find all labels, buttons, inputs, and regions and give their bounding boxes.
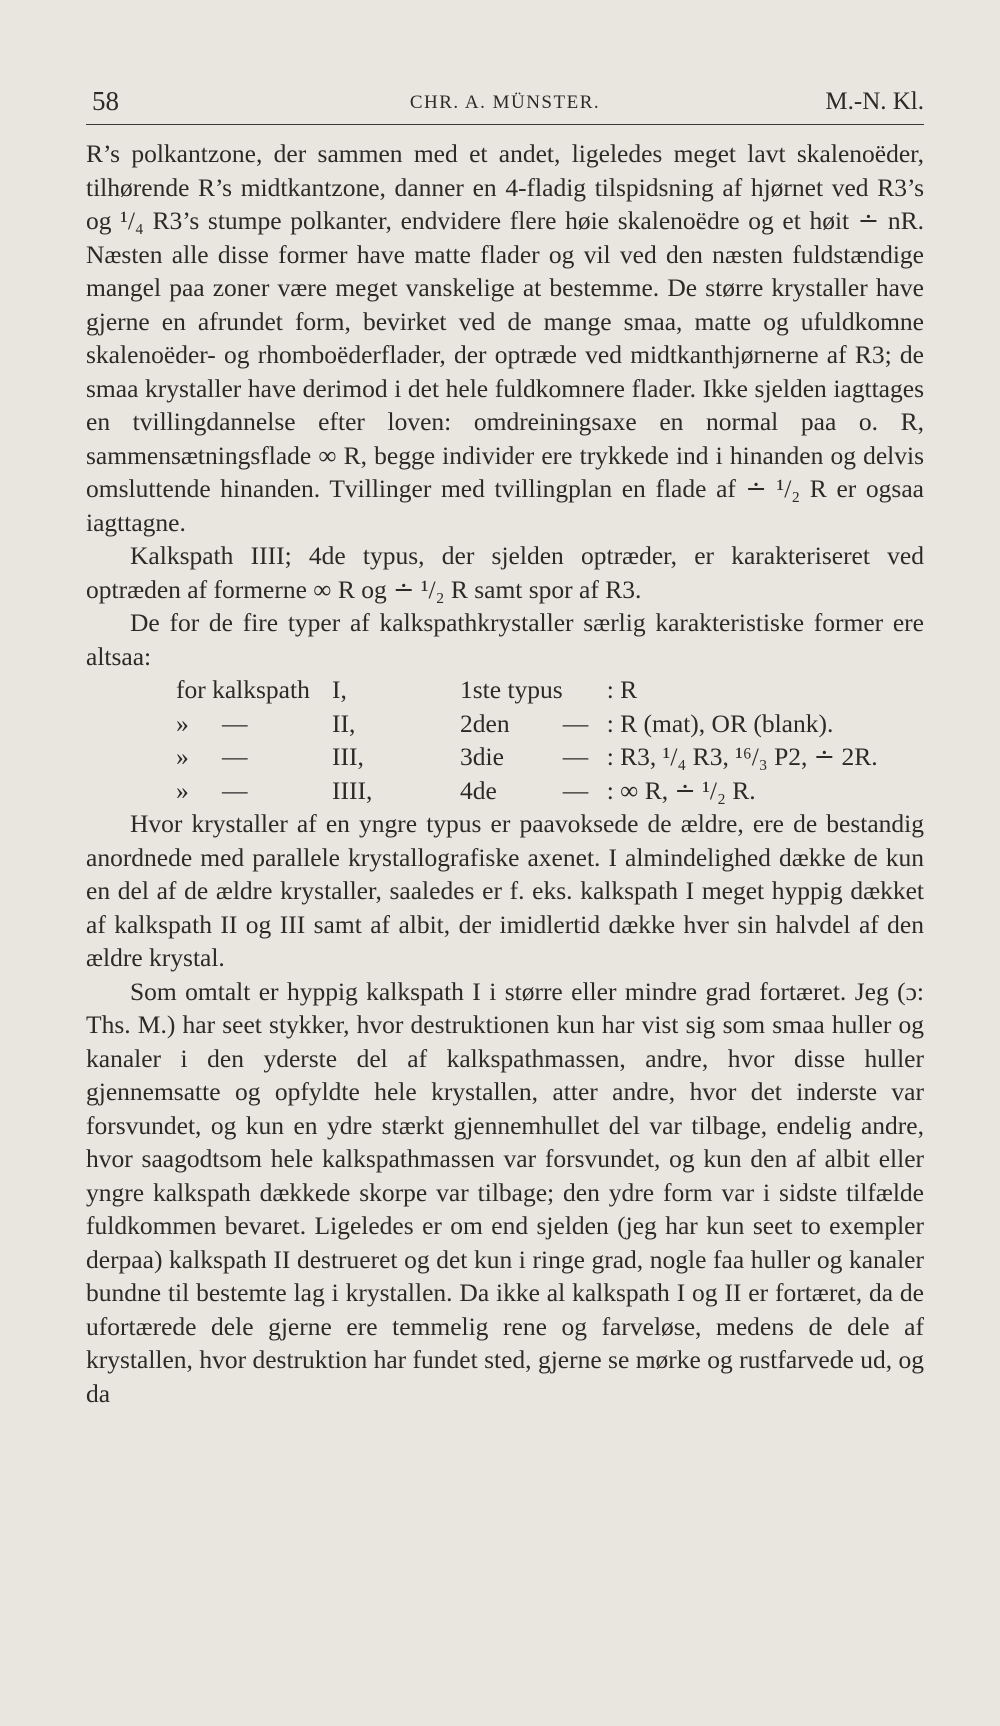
- table-cell: —: [562, 742, 589, 771]
- table-cell: »: [176, 742, 189, 771]
- table-cell: —: [222, 775, 248, 805]
- paragraph: Kalkspath IIII; 4de typus, der sjelden optræder, er karakteriseret ved optræden af formerne ∞ R og ∸ ¹/₂ R samt spor af R3.: [86, 541, 924, 604]
- table-cell: 1ste typus: [460, 675, 563, 704]
- table-cell: 4de: [460, 775, 497, 805]
- table-cell: I,: [332, 675, 347, 704]
- table-cell: —: [562, 708, 589, 738]
- table-cell: —: [222, 708, 248, 738]
- table-cell: »: [176, 775, 189, 805]
- table-cell: 3die: [460, 742, 504, 771]
- table-cell: : ∞ R, ∸ ¹/₂ R.: [606, 775, 756, 805]
- table-cell: [563, 673, 601, 707]
- table-cell: III,: [332, 742, 364, 771]
- body-text: [86, 137, 924, 1410]
- table-cell: 2den: [460, 708, 510, 738]
- table-cell: —: [562, 775, 589, 805]
- running-head-author: CHR. A. MÜNSTER.: [409, 92, 601, 113]
- table-cell: : R3, ¹/₄ R3, ¹⁶/₃ P2, ∸ 2R.: [606, 742, 878, 771]
- table-row: [176, 740, 878, 774]
- running-head-series: M.-N. Kl.: [825, 88, 924, 115]
- table-cell: IIII,: [332, 775, 373, 805]
- running-head: [86, 84, 924, 125]
- table-cell: : R (mat), OR (blank).: [606, 708, 834, 738]
- table-cell: for kalkspath: [176, 675, 310, 704]
- table-row: [176, 707, 878, 741]
- table-cell: : R: [606, 675, 638, 704]
- paragraph: Som omtalt er hyppig kalkspath I i større eller mindre grad fortæret. Jeg (ɔ: Ths. M.) har seet stykker, hvor destruktionen kun har vist sig som smaa huller og kanaler i den yderste del af kalkspathmassen, andre, hvor disse huller gjennemsatte og opfyldte hele krystallen, atter andre, hvor det inderste var forsvundet, og kun en ydre stærkt gjennemhullet del var tilbage, endelig andre, hvor saagodtsom hele kalkspathmassen var forsvundet, og kun den af albit eller yngre kalkspath dækkede skorpe var tilbage; den ydre form var i sidste tilfælde fuldkommen bevaret. Ligeledes er om end sjelden (jeg har kun seet to exempler derpaa) kalkspath II destrueret og det kun i ringe grad, nogle faa huller og kanaler bundne til bestemte lag i krystallen. Da ikke al kalkspath I og II er fortæret, da de ufortærede dele gjerne ere temmelig rene og farveløse, medens de dele af krystallen, hvor destruktion har fundet sted, gjerne se mørke og rustfarvede ud, og da: [86, 976, 924, 1408]
- paragraph: Hvor krystaller af en yngre typus er paavoksede de ældre, ere de bestandig anordnede med parallele krystallografiske axenet. I almindelighed dække de kun en del af de ældre krystaller, saaledes er f. eks. kalkspath I meget hyppig dækket af kalkspath II og III samt af albit, der imidlertid dække hver sin halvdel af den ældre krystal.: [86, 809, 924, 972]
- table-row: [176, 774, 878, 808]
- page-number: 58: [92, 86, 119, 116]
- paragraph: R’s polkantzone, der sammen med et andet, ligeledes meget lavt skalenoëder, tilhørende R’s midtkantzone, danner en 4-fladig tilspidsning af hjørnet ved R3’s og ¹/₄ R3’s stumpe polkanter, endvidere flere høie skalenoëdre og et høit ∸ nR. Næsten alle disse former have matte flader og vil ved den næsten fuldstændige mangel paa zoner være meget vanskelige at bestemme. De større krystaller have gjerne en afrundet form, bevirket ved de mange smaa, matte og ufuldkomne skalenoëder- og rhomboëderflader, der optræde ved midtkanthjørnerne af R3; de smaa krystaller have derimod i det hele fuldkomnere flader. Ikke sjelden iagttages en tvillingdannelse efter loven: omdreiningsaxe en normal paa o. R, sammensætningsflade ∞ R, begge individer ere trykkede ind i hinanden og delvis omsluttende hinanden. Tvillinger med tvillingplan en flade af ∸ ¹/₂ R er ogsaa iagttagne.: [86, 139, 924, 537]
- table-cell: II,: [332, 708, 356, 738]
- table-cell: —: [222, 742, 248, 771]
- paragraph: De for de fire typer af kalkspathkrystaller særlig karakteristiske former ere altsaa:: [86, 608, 924, 671]
- table-cell: »: [176, 708, 189, 738]
- table-row: [176, 673, 878, 707]
- type-summary-table: [176, 673, 878, 807]
